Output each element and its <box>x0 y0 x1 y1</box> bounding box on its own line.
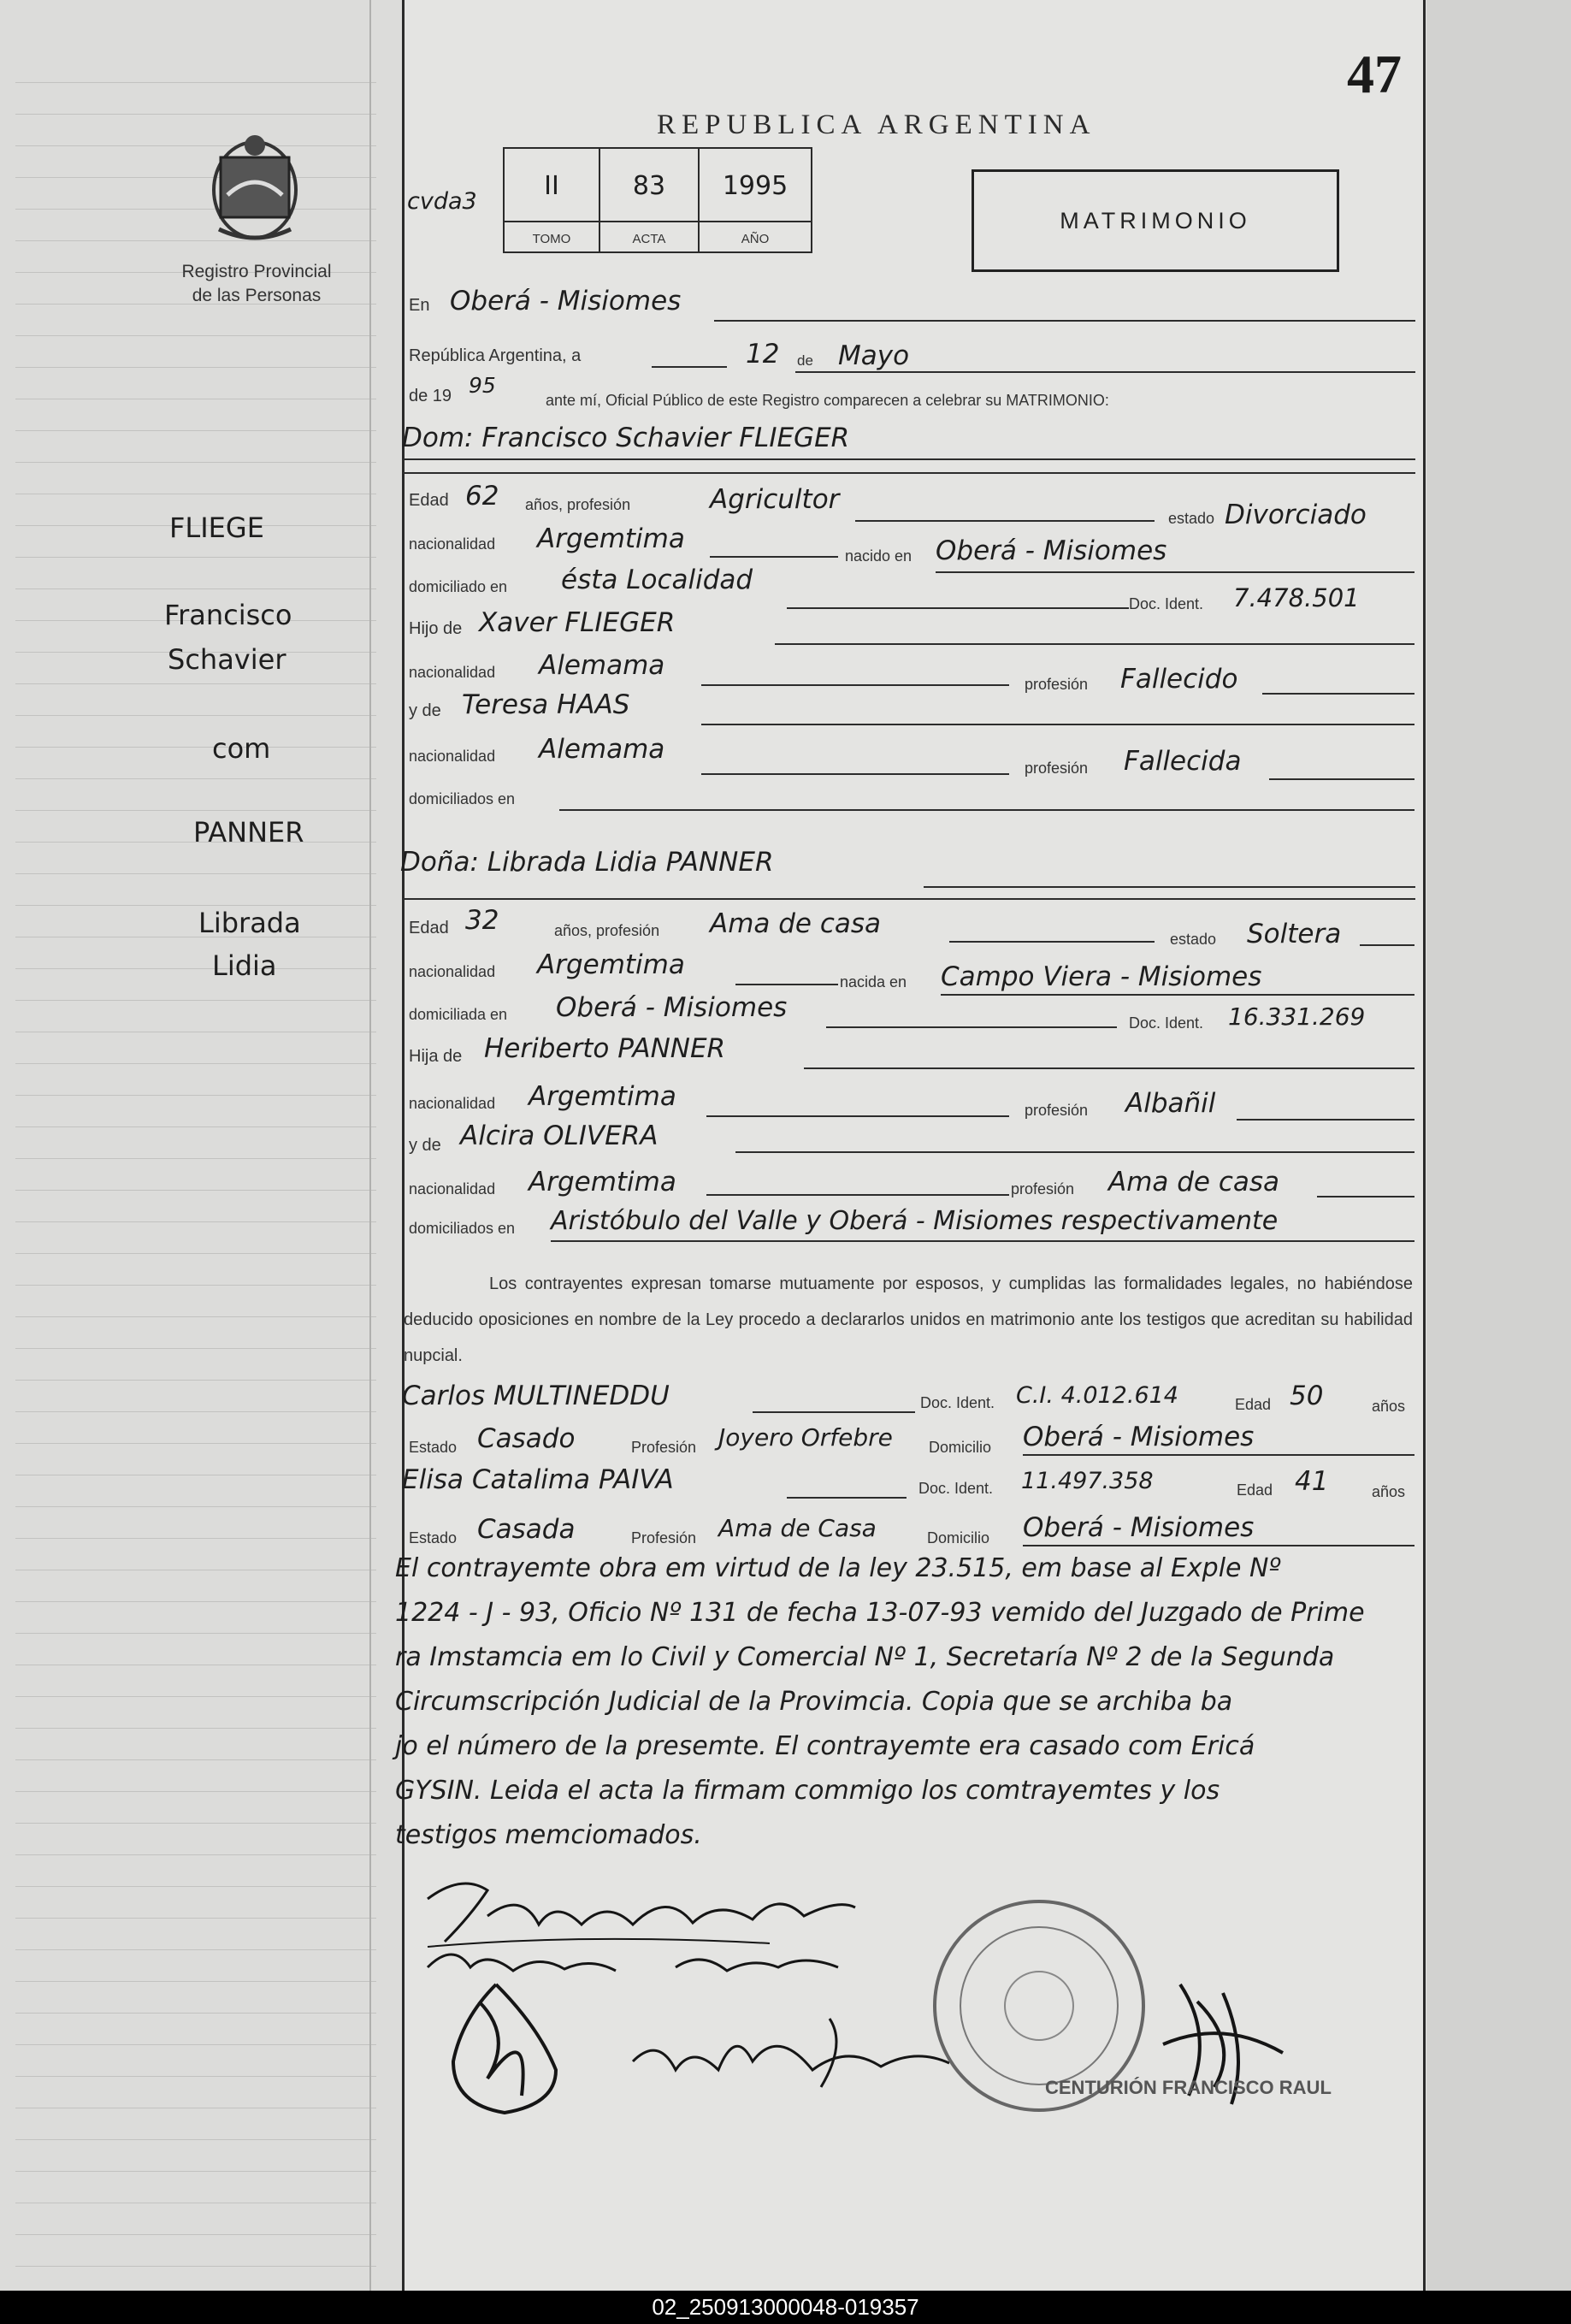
margin-divider <box>402 0 405 2291</box>
margin-surname-groom: FLIEGE <box>169 512 264 544</box>
groom-yde-label: y de <box>409 701 441 720</box>
bride-estado-label: estado <box>1170 931 1217 948</box>
margin-rule-line <box>15 1285 376 1286</box>
margin-rule-line <box>15 1981 376 1982</box>
margin-rule-line <box>15 810 376 811</box>
acta-cell <box>600 149 700 251</box>
bride-madre-prof: Ama de casa <box>1108 1167 1280 1197</box>
bride-padre-prof: Albañil <box>1125 1088 1216 1119</box>
rule <box>936 571 1414 573</box>
bride-domiciliados-label: domiciliados en <box>409 1220 516 1237</box>
margin-rule-line <box>15 114 376 115</box>
witness1-estado-label: Estado <box>409 1439 458 1456</box>
ano-cell <box>700 149 811 251</box>
witness2-prof-label: Profesión <box>631 1529 697 1546</box>
bride-domicilio: Oberá - Misiomes <box>556 992 788 1023</box>
note-line: ra Imstamcia em lo Civil y Comercial Nº 1, Secretaría Nº 2 de la Segunda <box>395 1642 1335 1672</box>
margin-given-groom-1: Francisco <box>164 599 292 631</box>
margin-rule-line <box>15 1823 376 1824</box>
margin-rule-line <box>15 1190 376 1191</box>
bride-madre-nac: Argemtima <box>529 1167 676 1197</box>
official-signature <box>428 1967 616 2130</box>
rule <box>652 366 727 368</box>
groom-padre-prof: Fallecido <box>1120 664 1238 695</box>
tomo-label: TOMO <box>532 232 571 246</box>
groom-madre: Teresa HAAS <box>462 689 630 720</box>
rule <box>714 320 1415 322</box>
margin-rule-line <box>15 778 376 779</box>
margin-rule-line <box>15 2234 376 2235</box>
margin-rule-line <box>15 1095 376 1096</box>
margin-rule-line <box>15 683 376 684</box>
bride-doc: 16.331.269 <box>1228 1002 1366 1031</box>
groom-padre-prof-label: profesión <box>1025 676 1089 693</box>
witness1-edad: 50 <box>1290 1381 1324 1411</box>
coat-of-arms-icon <box>202 127 308 248</box>
groom-doc: 7.478.501 <box>1233 583 1360 612</box>
acta-value: 83 <box>632 171 666 201</box>
margin-rule-line <box>15 145 376 146</box>
note-line: El contrayemte obra em virtud de la ley 23.515, em base al Exple Nº <box>395 1553 1281 1583</box>
rule <box>775 643 1414 645</box>
margin-rule-line <box>15 2139 376 2140</box>
acta-label: ACTA <box>632 232 666 246</box>
groom-anos-label: años, profesión <box>525 496 631 513</box>
tomo-cell <box>505 149 600 251</box>
groom-madre-prof: Fallecida <box>1124 746 1242 777</box>
right-edge-strip <box>1426 0 1571 2291</box>
margin-rule-line <box>15 1633 376 1634</box>
bride-estado: Soltera <box>1247 919 1342 949</box>
republica-label: República Argentina, a <box>409 346 582 365</box>
margin-rule-line <box>15 462 376 463</box>
groom-padre-nac: Alemama <box>539 650 665 681</box>
day-value: 12 <box>746 339 780 370</box>
rule <box>753 1411 915 1413</box>
place-value: Oberá - Misiomes <box>450 286 682 316</box>
margin-rule-line <box>15 2171 376 2172</box>
rule <box>1023 1545 1414 1546</box>
rule <box>551 1240 1414 1242</box>
bride-profesion: Ama de casa <box>710 908 882 939</box>
rule <box>804 1067 1414 1069</box>
margin-column <box>0 0 402 2291</box>
margin-rule-line <box>15 2044 376 2045</box>
rule <box>787 607 1129 609</box>
rule <box>855 520 1155 522</box>
bride-name: Doña: Librada Lidia PANNER <box>400 847 774 878</box>
note-line: Circumscripción Judicial de la Provimcia. Copia que se archiba ba <box>395 1687 1233 1717</box>
margin-rule-line <box>15 905 376 906</box>
statement-paragraph <box>404 1266 1413 1374</box>
margin-given-bride-1: Librada <box>198 907 301 939</box>
margin-rule-line <box>15 557 376 558</box>
witness1-edad-label: Edad <box>1235 1396 1272 1413</box>
witness2-profesion: Ama de Casa <box>718 1514 877 1542</box>
rule <box>787 1497 907 1499</box>
margin-rule-line <box>15 1696 376 1697</box>
witness1-profesion: Joyero Orfebre <box>718 1423 893 1452</box>
margin-rule-line <box>15 1380 376 1381</box>
margin-rule-line <box>15 1854 376 1855</box>
groom-estado-label: estado <box>1168 510 1215 527</box>
page-number: 47 <box>1347 44 1402 104</box>
note-line: 1224 - J - 93, Oficio Nº 131 de fecha 13-07-93 vemido del Juzgado de Prime <box>395 1598 1365 1628</box>
registry-name <box>128 260 385 308</box>
witness1-prof-label: Profesión <box>631 1439 697 1456</box>
bride-edad: 32 <box>465 905 499 936</box>
rule <box>1023 1454 1414 1456</box>
rule <box>795 371 1415 373</box>
note-line: jo el número de la presemte. El contrayemte era casado com Ericá <box>395 1731 1255 1761</box>
groom-madre-nac-label: nacionalidad <box>409 748 496 765</box>
bride-madre: Alcira OLIVERA <box>460 1121 659 1151</box>
groom-madre-prof-label: profesión <box>1025 760 1089 777</box>
witness2-edad: 41 <box>1295 1466 1329 1497</box>
bride-hija-label: Hija de <box>409 1047 463 1066</box>
witness1-doc-label: Doc. Ident. <box>920 1394 995 1411</box>
tomo-value: II <box>544 171 559 201</box>
margin-rule-line <box>15 1063 376 1064</box>
bride-padre-nac-label: nacionalidad <box>409 1095 496 1112</box>
witness1-estado: Casado <box>477 1423 576 1454</box>
rule <box>706 1194 1009 1196</box>
witness2-estado-label: Estado <box>409 1529 458 1546</box>
rule <box>559 809 1414 811</box>
bride-nac-label: nacionalidad <box>409 963 496 980</box>
groom-edad: 62 <box>465 481 499 512</box>
rule <box>706 1115 1009 1117</box>
de-label: de <box>797 352 813 369</box>
margin-rule-line <box>15 430 376 431</box>
register-box <box>503 147 812 253</box>
margin-rule-line <box>15 209 376 210</box>
groom-estado: Divorciado <box>1225 500 1367 530</box>
margin-rule-line <box>15 1918 376 1919</box>
margin-rule-line <box>15 1949 376 1950</box>
rule <box>701 773 1009 775</box>
scan-footer-id: 02_250913000048-019357 <box>0 2291 1571 2324</box>
margin-rule-line <box>15 2266 376 2267</box>
rule <box>701 724 1414 725</box>
groom-madre-nac: Alemama <box>539 734 665 765</box>
rule <box>1269 778 1414 780</box>
margin-rule-line <box>15 873 376 874</box>
bride-domiciliados: Aristóbulo del Valle y Oberá - Misiomes respectivamente <box>551 1206 1279 1236</box>
rule <box>402 472 1415 474</box>
witness1-dom-label: Domicilio <box>929 1439 992 1456</box>
rule <box>941 994 1414 996</box>
groom-name: Dom: Francisco Schavier FLIEGER <box>402 423 850 453</box>
rule <box>402 458 1415 460</box>
year-prefix: de 19 <box>409 387 452 405</box>
margin-rule-line <box>15 1886 376 1887</box>
witness2-doc: 11.497.358 <box>1021 1468 1154 1494</box>
rule <box>1317 1196 1414 1197</box>
witness2-doc-label: Doc. Ident. <box>918 1480 994 1497</box>
groom-nacido-label: nacido en <box>845 547 912 565</box>
groom-hijo-label: Hijo de <box>409 619 463 638</box>
bride-edad-label: Edad <box>409 919 449 937</box>
rule <box>701 684 1009 686</box>
groom-nacionalidad: Argemtima <box>537 523 685 554</box>
margin-rule-line <box>15 1601 376 1602</box>
bride-padre-prof-label: profesión <box>1025 1102 1089 1119</box>
bride-dom-label: domiciliada en <box>409 1006 508 1023</box>
margin-rule-line <box>15 82 376 83</box>
margin-rule-line <box>15 1759 376 1760</box>
groom-dom-label: domiciliado en <box>409 578 508 595</box>
rule <box>710 556 838 558</box>
margin-rule-line <box>15 1411 376 1412</box>
bride-padre: Heriberto PANNER <box>484 1033 726 1064</box>
intro-text: ante mí, Oficial Público de este Registro comparecen a celebrar su MATRIMONIO: <box>546 392 1109 409</box>
groom-domicilio: ésta Localidad <box>561 565 753 595</box>
margin-rule-line <box>15 1348 376 1349</box>
rule <box>949 941 1155 943</box>
margin-rule-line <box>15 1538 376 1539</box>
bride-madre-nac-label: nacionalidad <box>409 1180 496 1197</box>
groom-edad-label: Edad <box>409 491 449 510</box>
margin-rule-line <box>15 1791 376 1792</box>
margin-given-groom-2: Schavier <box>168 643 286 676</box>
registry-name-text: Registro Provincial de las Personas <box>181 262 332 305</box>
margin-rule-line <box>15 2013 376 2014</box>
margin-rule-line <box>15 367 376 368</box>
statement-text: Los contrayentes expresan tomarse mutuamente por esposos, y cumplidas las formalidades legales, no habiéndose deducido oposiciones en nombre de la Ley procedo a declararlos unidos en matrimonio ante los testigos que acreditan su habilidad nupcial. <box>404 1274 1413 1365</box>
groom-domiciliados-label: domiciliados en <box>409 790 516 807</box>
ano-value: 1995 <box>722 171 788 201</box>
margin-rule-line <box>15 240 376 241</box>
margin-rule-line <box>15 588 376 589</box>
margin-given-bride-2: Lidia <box>212 949 277 982</box>
margin-rule-line <box>15 715 376 716</box>
margin-rule-line <box>15 1316 376 1317</box>
note-line: testigos memciomados. <box>395 1820 702 1850</box>
margin-rule-line <box>15 2076 376 2077</box>
groom-nacido: Oberá - Misiomes <box>936 535 1167 566</box>
margin-rule-line <box>15 1000 376 1001</box>
bride-doc-label: Doc. Ident. <box>1129 1014 1204 1032</box>
bride-nacida-label: nacida en <box>840 973 907 991</box>
month-value: Mayo <box>838 340 910 371</box>
bride-yde-label: y de <box>409 1136 441 1155</box>
bride-padre-nac: Argemtima <box>529 1081 676 1112</box>
groom-padre: Xaver FLIEGER <box>479 607 676 638</box>
note-line: GYSIN. Leida el acta la firmam commigo los comtrayemtes y los <box>395 1776 1220 1806</box>
rule <box>735 984 838 985</box>
groom-profesion: Agricultor <box>710 484 840 515</box>
margin-rule-line <box>15 1158 376 1159</box>
rule <box>402 898 1415 900</box>
rule <box>1237 1119 1414 1121</box>
witness1-anos-label: años <box>1372 1398 1406 1415</box>
groom-doc-label: Doc. Ident. <box>1129 595 1204 612</box>
ano-label: AÑO <box>741 232 770 246</box>
margin-rule-line <box>15 177 376 178</box>
rule <box>924 886 1415 888</box>
witness1-domicilio: Oberá - Misiomes <box>1023 1422 1255 1452</box>
margin-rule-line <box>15 968 376 969</box>
right-border-line <box>1423 0 1426 2291</box>
stamp-text: CENTURIÓN FRANCISCO RAUL <box>1045 2077 1332 2098</box>
rule <box>1360 944 1414 946</box>
rule <box>1262 693 1414 695</box>
rule <box>826 1026 1117 1028</box>
margin-conjunction: com <box>212 732 271 765</box>
bride-madre-prof-label: profesión <box>1011 1180 1075 1197</box>
margin-rule-line <box>15 335 376 336</box>
rule <box>735 1151 1414 1153</box>
margin-rule-line <box>15 747 376 748</box>
margin-inner-line <box>369 0 371 2291</box>
groom-padre-nac-label: nacionalidad <box>409 664 496 681</box>
witness2-domicilio: Oberá - Misiomes <box>1023 1512 1255 1543</box>
witness2-dom-label: Domicilio <box>927 1529 990 1546</box>
margin-rule-line <box>15 1253 376 1254</box>
margin-rule-line <box>15 1221 376 1222</box>
witness2-anos-label: años <box>1372 1483 1406 1500</box>
margin-rule-line <box>15 1728 376 1729</box>
document-type-box: MATRIMONIO <box>972 169 1339 272</box>
witness2-edad-label: Edad <box>1237 1481 1273 1499</box>
bride-anos-label: años, profesión <box>554 922 660 939</box>
page-title: REPUBLICA ARGENTINA <box>657 109 1096 140</box>
bride-nacionalidad: Argemtima <box>537 949 685 980</box>
year-suffix: 95 <box>469 373 496 398</box>
en-label: En <box>409 296 430 315</box>
witness1-name: Carlos MULTINEDDU <box>402 1381 670 1411</box>
register-prefix: cvda3 <box>407 188 477 215</box>
witness2-estado: Casada <box>477 1514 576 1545</box>
margin-surname-bride: PANNER <box>193 816 304 849</box>
margin-rule-line <box>15 1506 376 1507</box>
margin-rule-line <box>15 1443 376 1444</box>
witness2-name: Elisa Catalima PAIVA <box>402 1464 674 1495</box>
witness1-doc: C.I. 4.012.614 <box>1016 1382 1178 1409</box>
bride-nacida: Campo Viera - Misiomes <box>941 961 1262 992</box>
groom-nac-label: nacionalidad <box>409 535 496 553</box>
